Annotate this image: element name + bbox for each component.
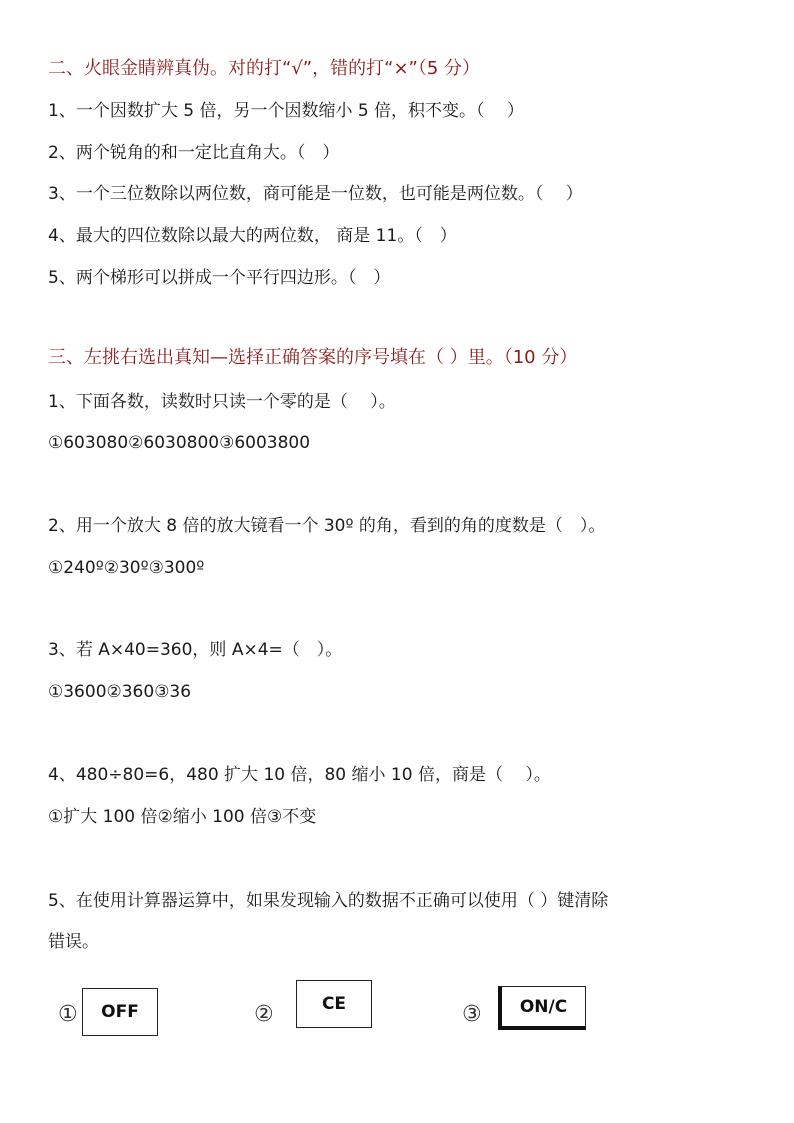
- on-c-key: [498, 986, 586, 1030]
- q1-question: 1、下面各数，读数时只读一个零的是（ ）。: [48, 392, 396, 412]
- option-2-marker: ②: [254, 1002, 274, 1027]
- ce-key-label: CE: [321, 994, 347, 1014]
- calculator-key-options: [0, 978, 794, 1038]
- q2-options: ①240º②30º③300º: [48, 558, 205, 578]
- q2-question: 2、用一个放大 8 倍的放大镜看一个 30º 的角，看到的角的度数是（ ）。: [48, 516, 606, 536]
- section2-item-5: 5、两个梯形可以拼成一个平行四边形。（ ）: [48, 268, 391, 288]
- q3-question: 3、若 A×40=360，则 A×4=（ ）。: [48, 640, 343, 660]
- q4-question: 4、480÷80=6，480 扩大 10 倍，80 缩小 10 倍，商是（ ）。: [48, 765, 551, 785]
- section2-item-1: 1、一个因数扩大 5 倍，另一个因数缩小 5 倍，积不变。（ ）: [48, 101, 524, 121]
- on-c-key-label: ON/C: [519, 996, 568, 1017]
- option-1-marker: ①: [58, 1002, 78, 1027]
- q1-options: ①603080②6030800③6003800: [48, 433, 311, 453]
- q4-options: ①扩大 100 倍②缩小 100 倍③不变: [48, 807, 317, 827]
- option-3-marker: ③: [462, 1002, 482, 1027]
- q5-question-line1: 5、在使用计算器运算中，如果发现输入的数据不正确可以使用（ ）键清除: [48, 891, 609, 911]
- q5-question-line2: 错误。: [48, 932, 99, 952]
- section2-item-3: 3、一个三位数除以两位数，商可能是一位数，也可能是两位数。（ ）: [48, 184, 583, 204]
- section2-item-4: 4、最大的四位数除以最大的两位数， 商是 11。（ ）: [48, 226, 457, 246]
- ce-key: [296, 980, 372, 1028]
- q3-options: ①3600②360③36: [48, 682, 192, 702]
- section2-heading: 二、火眼金睛辨真伪。对的打“√”，错的打“×”（5 分）: [48, 58, 481, 79]
- section2-item-2: 2、两个锐角的和一定比直角大。（ ）: [48, 143, 340, 163]
- off-key: [82, 988, 158, 1036]
- off-key-label: OFF: [101, 1002, 139, 1022]
- section3-heading: 三、左挑右选出真知—选择正确答案的序号填在（ ）里。（10 分）: [48, 347, 578, 368]
